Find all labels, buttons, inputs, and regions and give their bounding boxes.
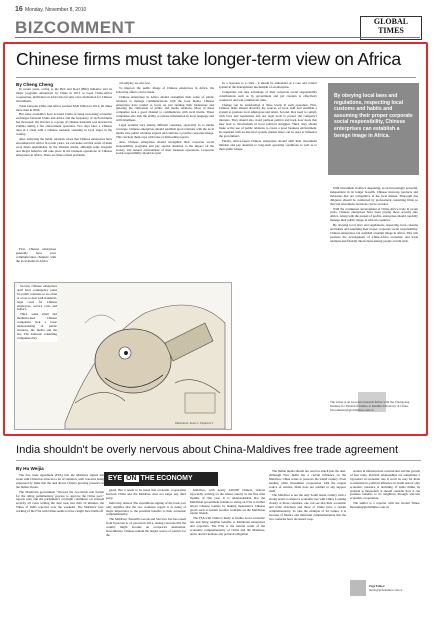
article-2-column-2 [106, 489, 186, 539]
date-line: Monday, November 8, 2010 [25, 7, 87, 13]
paragraph: By obeying local laws and regulations, respecting local customs and habits and assuming their proper corporate social responsibility, Chinese enterprises can establish a benign image in Africa. This will promote the development of China-Africa economic and trade relations and friendly interactions among people at both ends. [330, 223, 418, 243]
logo-line-1: GLOBAL [373, 17, 409, 26]
pull-quote-box: By obeying local laws and regulations, respecting local customs and habits and assuming their proper corporate social responsibility, Chinese enterprises can establish a benign image in Africa. [328, 83, 419, 175]
page-editor-email: liuxin@globaltimes.com.cn [369, 588, 403, 592]
paragraph: Maldives, with nearly 440,000 Chinese visitors reportedly arriving on the island country in the first nine months of this year. It is understandable that the Maldivian government intends to swing an FTA to further attract Chinese tourists by making inexpensive Chinese goods such as instant noodles available on the Maldivian tourist islands. [190, 488, 265, 516]
article-headline: Chinese firms must take longer-term view on Africa [16, 49, 401, 69]
paragraph: Companies can take advantage of their corporate social responsibility contributions such as by government and job creation to effectively counteract and win commercial risks. [219, 89, 317, 102]
paragraph: With the continuous development of China-Africa trade in recent years, Chinese enterprises have been paying more security into Africa. Along with the pursuit of profits, enterprises should carefully manage their public image in African countries. [330, 206, 418, 223]
paragraph: eration in infrastructure construction and the growth of free trade. Political relationships are sometimes a byproduct of economic ties. It won't be easy for India to maintain its political influence in South Asia if only economic presence is declining. If India thinks its position is threatened, it should consider how it can promote benefits to its neighbors through win-win economic cooperation. [350, 469, 420, 501]
section-title: BIZCOMMENT [15, 18, 136, 37]
paragraph: The FTA with China is likely to further boost economic ties and bring tangible benefits to Maldivian enterprises and exporters. The FTA is the natural result of the economic complementarity of China and the Maldives, and it doesn't indicate any political obligation [190, 516, 265, 536]
paragraph: With investment in Africa deepening, as an increasingly powerful, independent in its longer breadth, Chinese must-tap products and industries that are competitive in the local market. Thorough due diligence should be conducted by professional consulting firms so that bad investment decisions can be avoided. [330, 186, 418, 206]
article-column-1-overlay [17, 285, 57, 342]
paragraph: Finally, Africa-based Chinese enterprises should shift their investment mindset and pay attention to long-term operating conditions as well as to their public image. [219, 138, 317, 151]
paragraph: First, Chinese enterprises generally have poor communication channels with the local media in Africa. [16, 247, 56, 263]
article-column-4 [330, 187, 418, 245]
article-2-headline: India shouldn't be overly nervous about China-Maldives free trade agreement [16, 444, 399, 456]
paragraph: Trade between China and Africa reached $220 billion in 2014, 20 times more than in 2000. [16, 103, 112, 112]
paragraph: But some academics have accused China of using increasing economic exchanges between China and Africa and the frequency of such incidents has increased. On October 4, a group of Chinese nationals was attacked in Zambia during a fair enforcement operation. Two days later, a Chinese died in a clash with a Chinese national, resulting in local anger in the country. [16, 112, 112, 136]
page-number: 16 [15, 6, 23, 13]
logo-line-2: TIMES [378, 26, 404, 35]
article-2-column-1 [16, 474, 104, 515]
paragraph: The author is a reporter with the Global Times. huweijia@globaltimes.com.cn [350, 501, 420, 510]
article-column-1-lower [16, 248, 56, 265]
paragraph: Chinese enterprises in Africa should strengthen their sense of public relations to manage communications with the local media. Chinese enterprises have tended to focus on just running their businesses and ignoring the cultivation of public and media relations. Most of these companies lack a good channel to communicate with local media. These companies also lack the ability to release information in local language and with timeliness. [116, 94, 214, 123]
paragraph: Second, Chinese enterprises don't have contingency plans for public relations so are often at a loss to deal with standards, legal cases for Chinese employees, service costs and bribery. [17, 284, 57, 312]
paragraph: guard. But it needs to be noted that economic cooperation between China and the Maldives does not target any third party. [106, 488, 186, 500]
paragraph: Change can be transformed at three levels in each operation. First, Chinese firms should diversify the sources of local staff and establish a system to promote local employees and talent. Second, they need to comply with laws and regulations and use legal tools to protect the company's interests. They should also avoid partisan politics and back door deals that may lead to involvement in local political struggles. Third, they should make active use of public relations to create a good business environment. In countries with an electoral system, market share can be used to influence the government. [219, 102, 317, 138]
paragraph: The Maldives is not the only South Asian country with a strong desire to improve economic ties with China. Looking closely at those countries, one can see that their economic and trade structures and those of China have a certain complementarity. To take the example of Sri Lanka, it is because of finance and industrial complementation that the two countries have increased coop- [269, 493, 346, 521]
paragraph: To improve the public image of Chinese enterprises in Africa, the following efforts can be made. [116, 85, 214, 94]
cartoon-credit: Illustration: Peter C. Espina/GT [175, 421, 214, 425]
paragraph: Legal systems vary among different countries, especially as to media coverage. Chinese enterprises should establish good relations with the local media, hire public relations experts and cultivate a positive corporate image. This can help them cope with false or misleading reports. [116, 123, 214, 139]
paragraph: After analyzing the public relations crises that Chinese enterprises have encountered in Africa in recent years, we can make out that some of them were made unattainable by the Western media, although some irregular and illegal behavior did take place in the business operations of Chinese enterprises in Africa. There are three related problems. [16, 136, 112, 157]
page-editor-info [369, 584, 402, 592]
cartoon-illustration [14, 282, 232, 430]
page-editor-label: Page Editor: [369, 584, 386, 588]
eye-on-the-economy-banner [104, 472, 218, 486]
eyebrow-part-2: ON [126, 475, 137, 482]
page-editor-photo [350, 580, 366, 596]
article-2-column-4 [269, 470, 346, 523]
cartoon-drawing [55, 283, 231, 429]
paragraph: In recent years, owing to the Belt and Road (BRI) initiative and its major programs announced by China in 2013 to boost China-Africa cooperation, individual on Africa has become a hot destination for Chinese investments. [16, 87, 112, 103]
paragraph: Third, some small and medium-sized Chinese companies lack a basic understanding of public relations, the media and the law. The domestic consulting companies they [17, 312, 57, 340]
article-2-byline: By Hu Weijia [16, 466, 44, 471]
eyebrow-part-3: THE ECONOMY [140, 475, 193, 482]
paragraph: Also, Chinese enterprises should strengthen their corporate social responsibility programs and pay special attention to the impact on the society and natural environment of their business operations. Corporate social responsibility should not just [116, 139, 214, 156]
article-column-1 [16, 88, 112, 158]
masthead-rule [15, 37, 420, 38]
headline-2-rule [16, 460, 421, 461]
article-column-2 [116, 82, 214, 157]
author-info: The writer is an associate research fellow with the Chongyang Institute for Financial Studies at Renmin University of China. bizcomment@globaltimes.com.cn [330, 400, 410, 412]
headline-rule [16, 77, 416, 78]
article-column-3 [219, 82, 317, 152]
paragraph: The Indian media should not read too much into the deal. Although New Delhi has a certain influence on the Maldives, China wants to preserve the island country. Even lending cabin investment cooperation with the largest source of tourists, India does not attempt to any support itself. [269, 469, 346, 493]
article-2-column-5 [350, 470, 420, 511]
paragraph: The Maldives' Tourism's Goods and Services Tax has raised from 8 percent to 12 percent in 2014, raising concerns that the country might become an overpriced destination. Nevertheless, Chinese remain the largest source of tourists for the [106, 517, 186, 537]
byline: By Cheng Cheng [16, 82, 54, 87]
paragraph: India may indeed. The expeditious signing of the trade pact only signifies that the two countries regard it as being of major importance to the potential benefits to their economic complementarity. [106, 500, 186, 517]
paragraph: The free trade agreement (FTA) that the Maldives signed last week with China has attracted a lot of attention, with concerns being expressed by India that the deal shows China's growing presence in the Indian Ocean. [16, 473, 104, 489]
article-2-column-3 [190, 489, 265, 538]
paragraph: The Maldivian government "allowed the two-thirds rule format for the ruling parliamentary process to approve the China pact," reports said, and the parliament's oversight committee on external security all votes writing the deal took less than 10 minutes, the Times of India reported over the weekend. The Maldives' fast-tracking of the FTA with China seems to have caught New Delhi off [16, 489, 104, 514]
paragraph: be a response to a crisis - it should be embedded as a core and control system in the management mechanism of an enterprise. [219, 81, 317, 89]
eyebrow-part-1: EYE [108, 475, 123, 482]
paragraph: can employ are also few. [119, 81, 151, 85]
